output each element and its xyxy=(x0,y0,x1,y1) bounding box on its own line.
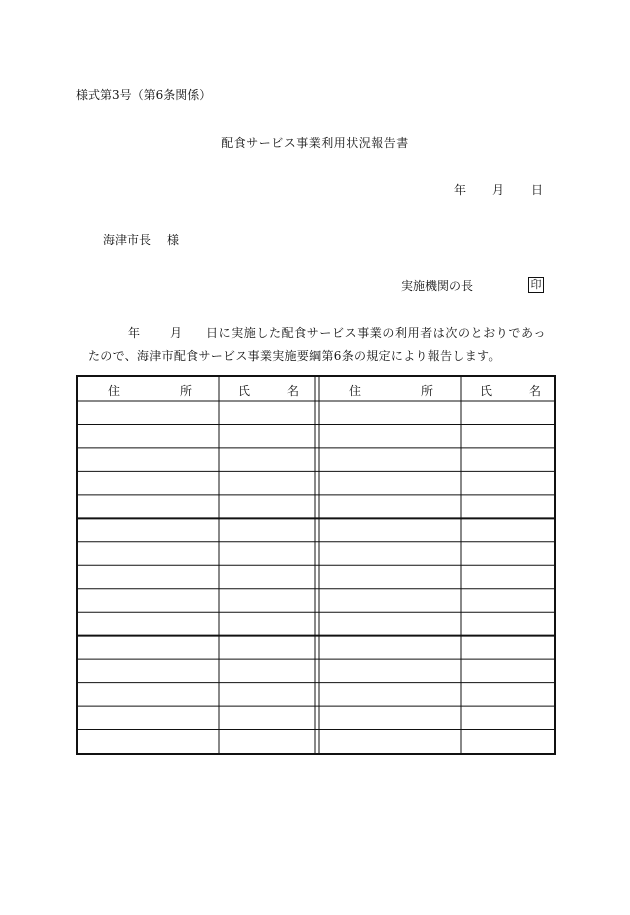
page-title: 配食サービス事業利用状況報告書 xyxy=(221,136,409,150)
table-cell-address-right[interactable] xyxy=(320,402,460,423)
table-cell-address-left[interactable] xyxy=(79,613,218,634)
date-year-label: 年 xyxy=(454,183,467,197)
table-cell-name-left[interactable] xyxy=(220,707,314,728)
table-cell-name-left[interactable] xyxy=(220,449,314,470)
table-cell-address-right[interactable] xyxy=(320,449,460,470)
table-cell-address-right[interactable] xyxy=(320,660,460,681)
date-day-label: 日 xyxy=(531,183,544,197)
table-cell-name-left[interactable] xyxy=(220,684,314,705)
table-cell-address-left[interactable] xyxy=(79,590,218,611)
header-name-right-char1: 氏 xyxy=(480,384,493,398)
header-address-right-char1: 住 xyxy=(349,384,362,398)
table-grid-lines xyxy=(78,377,554,753)
body-month-label: 月 xyxy=(170,326,183,340)
table-cell-name-left[interactable] xyxy=(220,496,314,517)
table-cell-name-right[interactable] xyxy=(462,566,553,587)
header-address-right-char2: 所 xyxy=(421,384,434,398)
table-cell-address-right[interactable] xyxy=(320,543,460,564)
table-cell-name-right[interactable] xyxy=(462,425,553,446)
table-cell-name-right[interactable] xyxy=(462,637,553,658)
table-cell-address-right[interactable] xyxy=(320,684,460,705)
table-cell-name-right[interactable] xyxy=(462,590,553,611)
table-cell-address-right[interactable] xyxy=(320,519,460,540)
table-cell-address-left[interactable] xyxy=(79,519,218,540)
table-cell-name-left[interactable] xyxy=(220,472,314,493)
table-cell-name-right[interactable] xyxy=(462,519,553,540)
table-cell-address-left[interactable] xyxy=(79,731,218,752)
header-name-right-char2: 名 xyxy=(529,384,542,398)
table-cell-address-right[interactable] xyxy=(320,496,460,517)
table-cell-name-right[interactable] xyxy=(462,472,553,493)
date-month-label: 月 xyxy=(492,183,505,197)
table-cell-name-left[interactable] xyxy=(220,566,314,587)
table-cell-address-right[interactable] xyxy=(320,472,460,493)
table-cell-address-right[interactable] xyxy=(320,590,460,611)
form-number: 様式第3号（第6条関係） xyxy=(76,88,212,102)
table-cell-address-right[interactable] xyxy=(320,566,460,587)
table-cell-address-left[interactable] xyxy=(79,684,218,705)
addressee-honorific: 様 xyxy=(167,233,180,247)
table-cell-name-right[interactable] xyxy=(462,496,553,517)
table-cell-name-right[interactable] xyxy=(462,731,553,752)
table-cell-address-left[interactable] xyxy=(79,707,218,728)
table-cell-address-left[interactable] xyxy=(79,472,218,493)
table-cell-address-right[interactable] xyxy=(320,425,460,446)
report-table xyxy=(76,375,556,755)
table-cell-address-left[interactable] xyxy=(79,660,218,681)
table-cell-address-left[interactable] xyxy=(79,566,218,587)
table-cell-address-left[interactable] xyxy=(79,496,218,517)
table-cell-address-left[interactable] xyxy=(79,543,218,564)
table-cell-address-right[interactable] xyxy=(320,707,460,728)
table-cell-name-left[interactable] xyxy=(220,590,314,611)
header-address-left-char2: 所 xyxy=(180,384,193,398)
table-cell-name-right[interactable] xyxy=(462,402,553,423)
header-name-left-char2: 名 xyxy=(287,384,300,398)
table-cell-name-right[interactable] xyxy=(462,543,553,564)
header-address-left-char1: 住 xyxy=(108,384,121,398)
header-name-left-char1: 氏 xyxy=(238,384,251,398)
table-cell-address-left[interactable] xyxy=(79,402,218,423)
table-cell-address-left[interactable] xyxy=(79,425,218,446)
table-cell-name-right[interactable] xyxy=(462,613,553,634)
table-cell-address-left[interactable] xyxy=(79,637,218,658)
table-cell-name-left[interactable] xyxy=(220,543,314,564)
body-year-label: 年 xyxy=(128,326,141,340)
table-cell-name-right[interactable] xyxy=(462,449,553,470)
body-text-line1: 日に実施した配食サービス事業の利用者は次のとおりであっ xyxy=(206,326,547,340)
table-cell-name-left[interactable] xyxy=(220,613,314,634)
table-cell-name-left[interactable] xyxy=(220,402,314,423)
table-cell-name-left[interactable] xyxy=(220,425,314,446)
table-cell-address-left[interactable] xyxy=(79,449,218,470)
table-cell-name-right[interactable] xyxy=(462,660,553,681)
body-text-line2: たので、海津市配食サービス事業実施要綱第6条の規定により報告します。 xyxy=(88,349,501,363)
table-cell-address-right[interactable] xyxy=(320,637,460,658)
table-cell-name-left[interactable] xyxy=(220,519,314,540)
addressee-name: 海津市長 xyxy=(103,233,152,247)
table-cell-name-left[interactable] xyxy=(220,731,314,752)
seal-mark: 印 xyxy=(528,277,544,293)
table-cell-name-right[interactable] xyxy=(462,684,553,705)
table-cell-address-right[interactable] xyxy=(320,613,460,634)
sender-title: 実施機関の長 xyxy=(401,279,474,293)
table-cell-name-left[interactable] xyxy=(220,660,314,681)
table-cell-name-right[interactable] xyxy=(462,707,553,728)
table-cell-name-left[interactable] xyxy=(220,637,314,658)
table-cell-address-right[interactable] xyxy=(320,731,460,752)
